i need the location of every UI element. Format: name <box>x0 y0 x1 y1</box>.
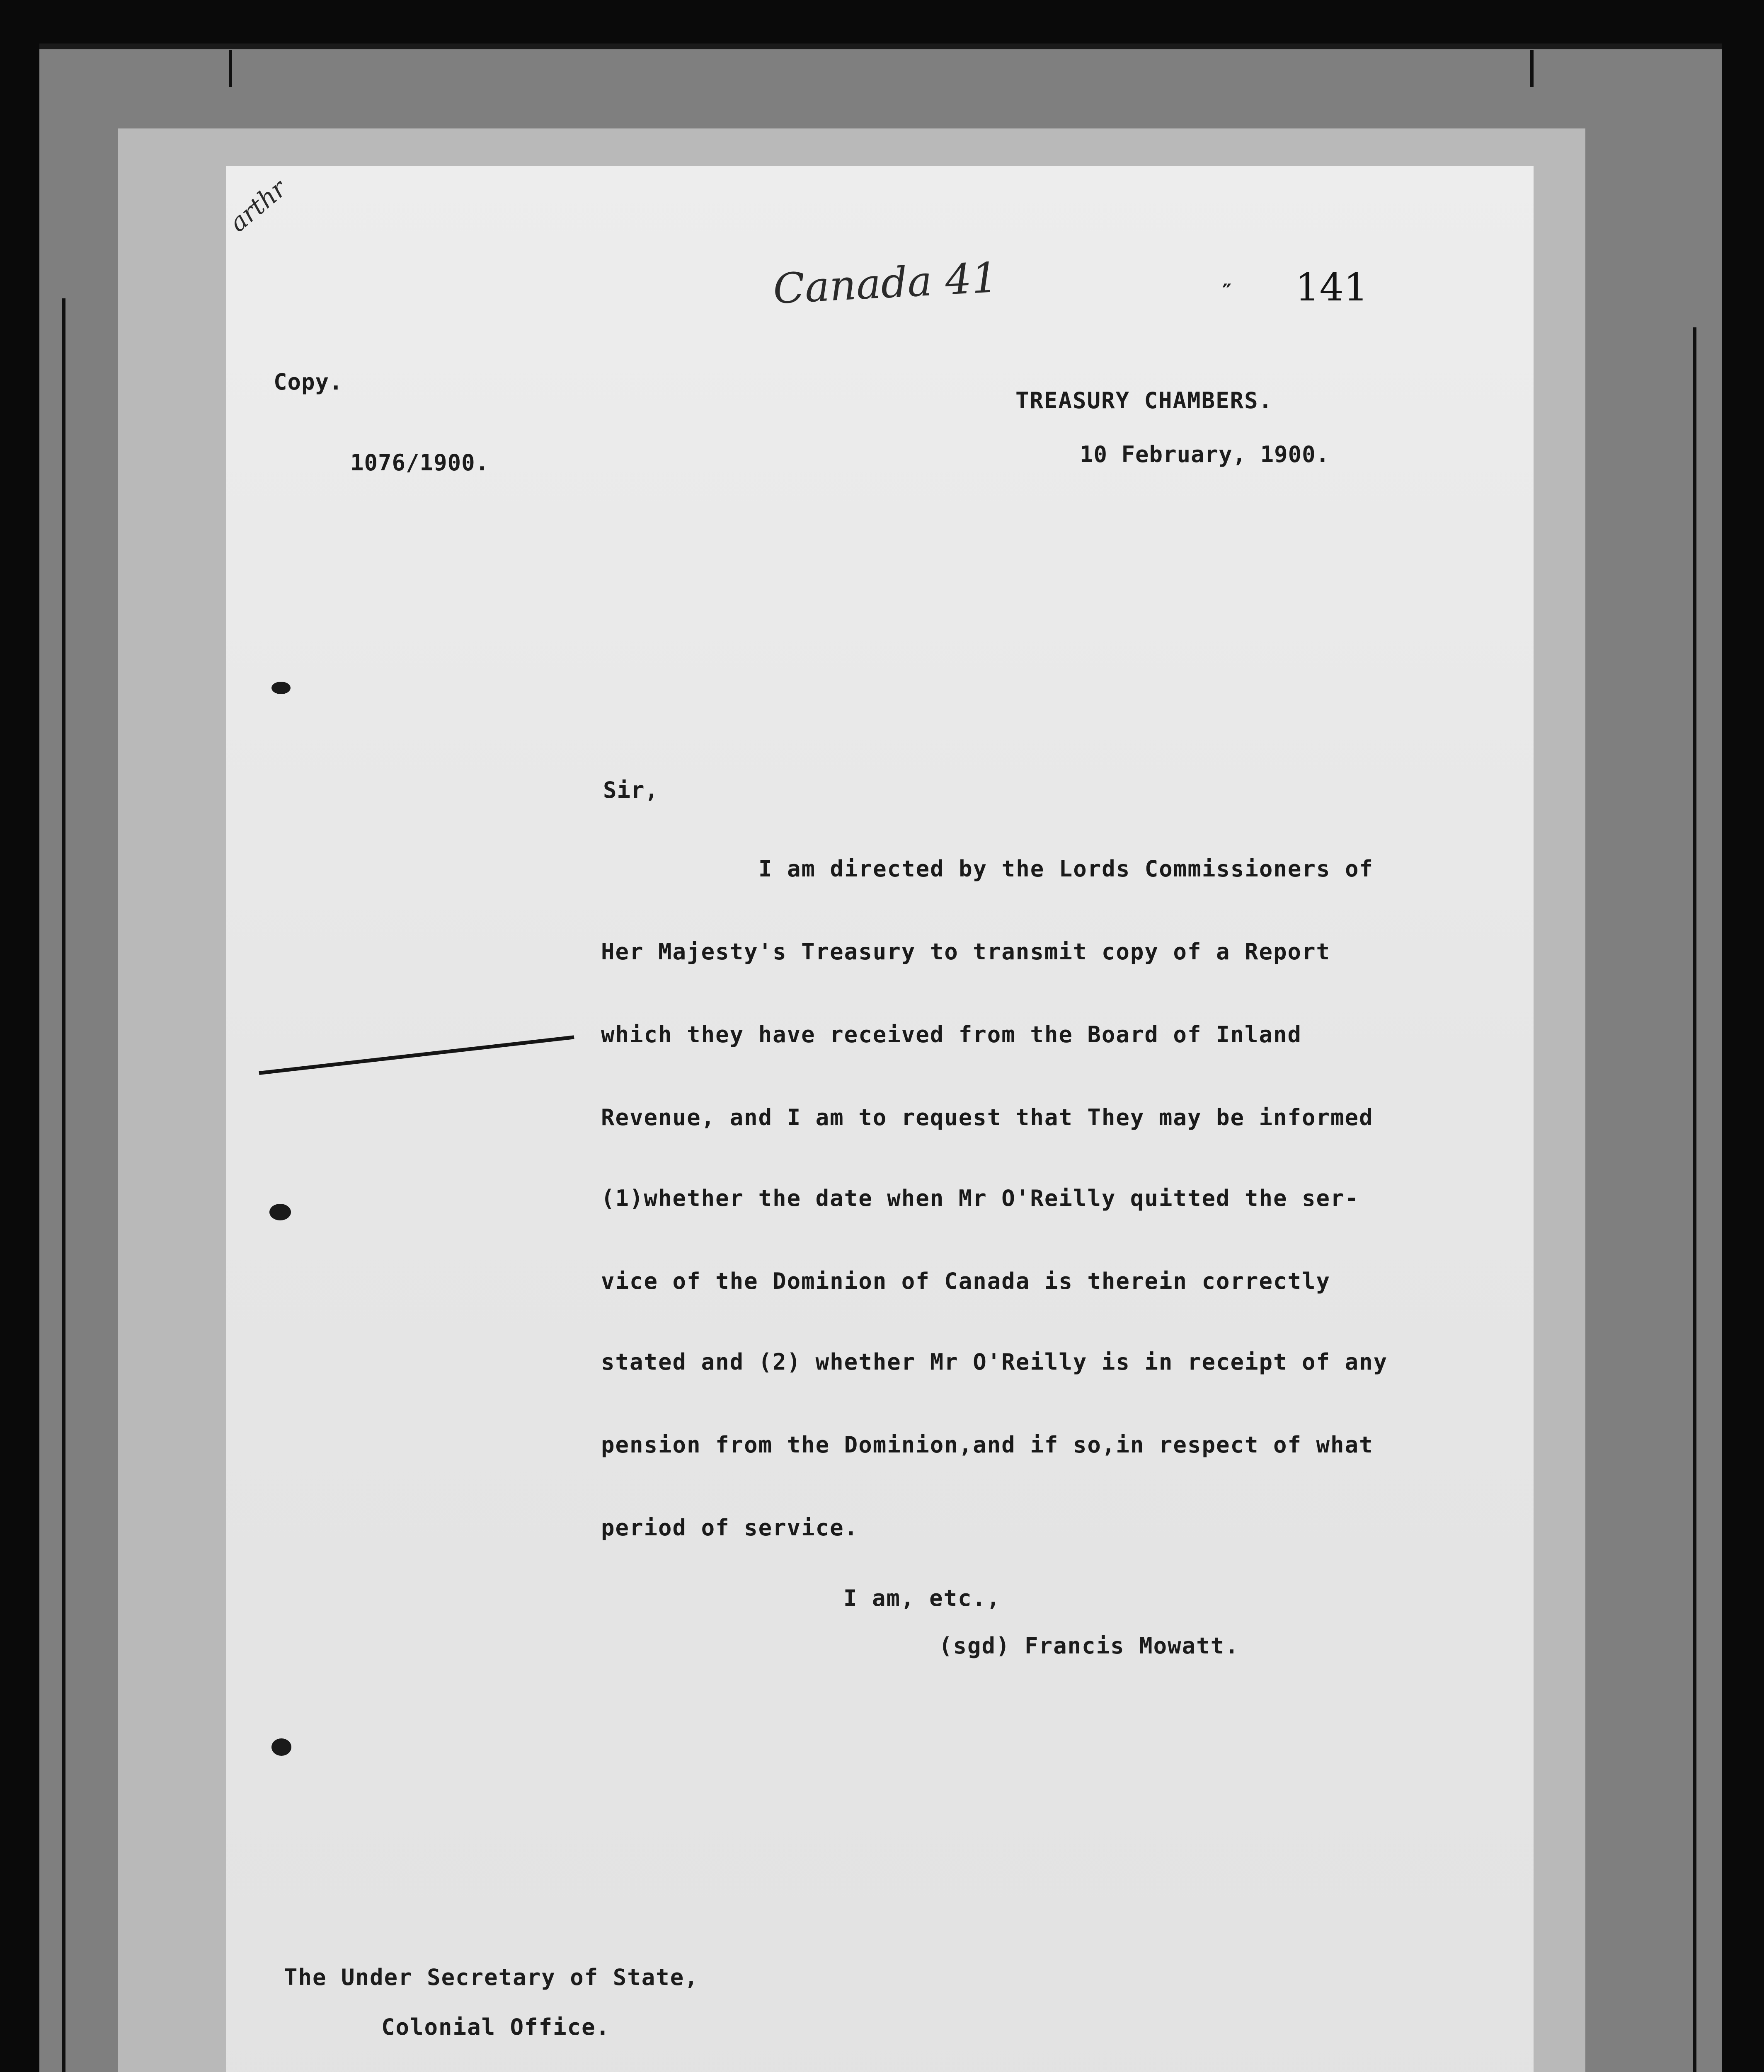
body-line-5: (1)whether the date when Mr O'Reilly quitted the ser- <box>601 1185 1359 1211</box>
body-line-7: stated and (2) whether Mr O'Reilly is in receipt of any <box>601 1349 1388 1375</box>
punch-mark-3 <box>271 1738 291 1756</box>
body-line-4: Revenue, and I am to request that They may be informed <box>601 1104 1374 1130</box>
folio-number: 141 <box>1295 265 1368 310</box>
body-line-1: I am directed by the Lords Commissioners of <box>758 856 1374 882</box>
signature: (sgd) Francis Mowatt. <box>939 1633 1239 1659</box>
punch-mark-1 <box>271 682 291 694</box>
frame-top-rule <box>39 44 1722 49</box>
punch-mark-2 <box>269 1204 291 1220</box>
body-line-2: Her Majesty's Treasury to transmit copy of a Report <box>601 939 1331 965</box>
sender-heading: TREASURY CHAMBERS. <box>1015 387 1273 414</box>
addressee-line-2: Colonial Office. <box>381 2014 611 2040</box>
body-line-8: pension from the Dominion,and if so,in respect of what <box>601 1432 1374 1458</box>
document-sheet <box>226 166 1534 2072</box>
volume-note: Canada 41 <box>772 253 999 314</box>
closing: I am, etc., <box>843 1585 1001 1611</box>
reference-number: 1076/1900. <box>350 450 489 476</box>
margin-note: arthr <box>224 174 292 238</box>
body-line-6: vice of the Dominion of Canada is therein correctly <box>601 1268 1331 1294</box>
salutation: Sir, <box>603 777 659 803</box>
right-guide-line <box>1693 327 1696 2072</box>
body-line-3: which they have received from the Board of Inland <box>601 1021 1302 1048</box>
body-line-9: period of service. <box>601 1515 859 1541</box>
top-tick-right <box>1530 50 1534 87</box>
addressee-line-1: The Under Secretary of State, <box>284 1964 699 1990</box>
left-guide-line <box>62 298 65 2072</box>
letter-date: 10 February, 1900. <box>1080 441 1330 467</box>
top-tick-left <box>229 50 232 87</box>
pencil-margin-line <box>259 1035 574 1075</box>
copy-label: Copy. <box>274 369 343 395</box>
folio-mark: ″ <box>1221 280 1234 304</box>
